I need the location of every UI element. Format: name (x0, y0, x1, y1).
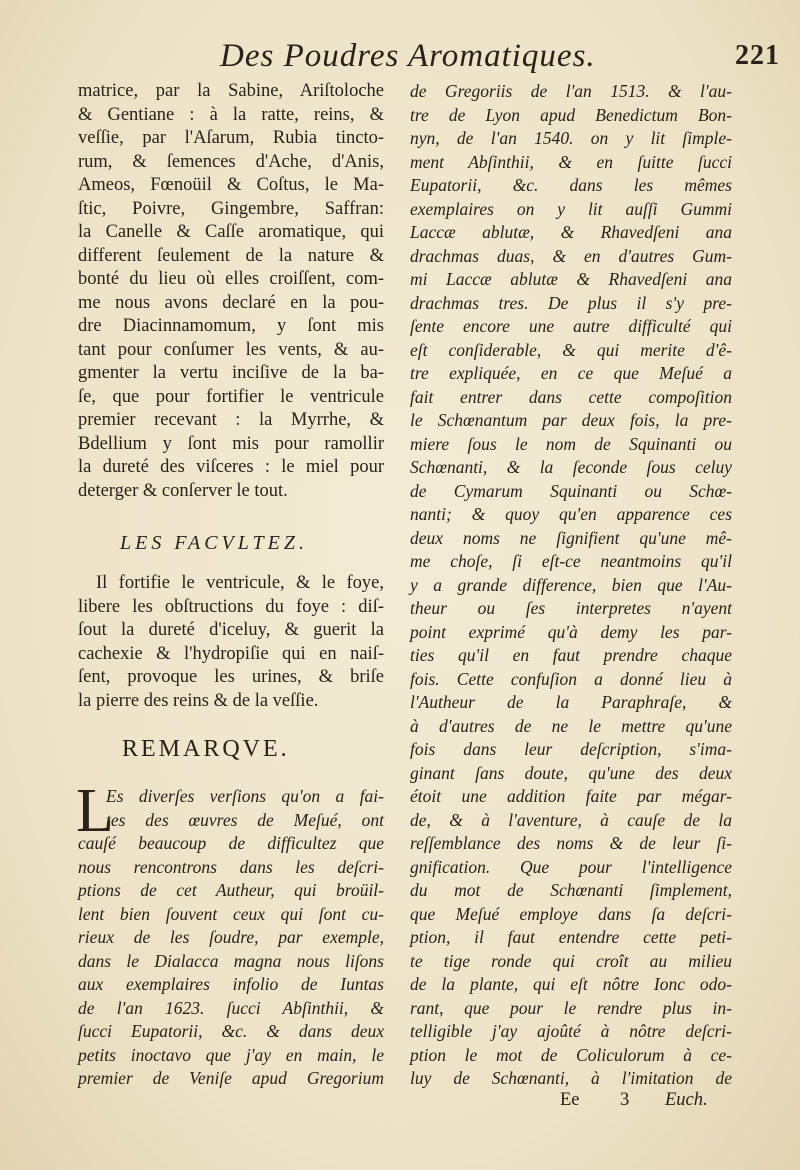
text-line: la pierre des reins & de la veſſie. (78, 690, 319, 711)
heading-remarque: REMARQVE. (122, 736, 290, 762)
text-line: dre Diacinnamomum, y ſont mis (78, 316, 384, 336)
text-line: ſucci Eupatorii, &c. & dans deux (78, 1021, 384, 1041)
text-line: Es diverſes verſions qu'on a fai- (106, 786, 384, 806)
text-line: tre expliquée, en ce que Meſué a (410, 363, 732, 383)
text-line: rant, que pour le rendre plus in- (410, 997, 732, 1018)
text-line: drachmas duas, & en d'autres Gum- (410, 245, 732, 266)
text-line: de Cymarum Squinanti ou Schœ- (410, 480, 732, 501)
text-line: Eupatorii, &c. dans les mêmes (410, 175, 732, 195)
paragraph-remarque-continued (410, 80, 732, 1091)
text-line: drachmas tres. De plus il s'y pre- (410, 292, 732, 313)
text-line: Schœnanti, & la ſeconde ſous celuy (410, 457, 732, 477)
text-line: & Gentiane : à la ratte, reins, & (78, 104, 384, 125)
text-line: nous rencontrons dans les deſcri- (78, 856, 384, 877)
text-line: ption, il faut entendre cette peti- (410, 927, 732, 947)
text-line: de, & à l'aventure, à cauſe de la (410, 809, 732, 830)
text-line: telligible j'ay ajoûté à nôtre deſcri- (410, 1021, 732, 1041)
text-line: fait entrer dans cette compoſition (410, 386, 732, 407)
text-line: le Schœnantum par deux fois, la pre- (410, 410, 732, 430)
drop-cap: L (76, 777, 114, 845)
text-line: exemplaires on y lit auſſi Gummi (410, 198, 732, 219)
text-line: reſſemblance des noms & de leur ſi- (410, 833, 732, 853)
text-line: miere ſous le nom de Squinanti ou (410, 433, 732, 454)
text-line: dans le Dialacca magna nous liſons (78, 950, 384, 971)
text-line: la Canelle & Caſſe aromatique, qui (78, 222, 384, 242)
running-head (200, 38, 780, 78)
text-line: bonté du lieu où elles croiſſent, com- (78, 269, 384, 289)
text-line: ſe, que pour fortifier le ventricule (78, 386, 384, 407)
left-column-remarque (78, 785, 384, 1091)
text-line: cauſé beaucoup de difficultez que (78, 833, 384, 853)
text-line: mi Laccæ ablutæ & Rhavedſeni ana (410, 269, 732, 289)
right-column (410, 80, 732, 1091)
text-line: veſſie, par l'Aſarum, Rubia tincto- (78, 128, 384, 148)
text-line: premier recevant : la Myrrhe, & (78, 410, 384, 430)
text-line: me choſe, ſi eſt-ce neantmoins qu'il (410, 551, 732, 571)
running-title: Des Poudres Aromatiques. (220, 38, 596, 74)
text-line: ginant ſans doute, qu'une des deux (410, 762, 732, 783)
text-line: Bdellium y ſont mis pour ramollir (78, 433, 384, 454)
text-line: nyn, de l'an 1540. on y lit ſimple- (410, 128, 732, 148)
text-line: que Meſué employe dans ſa deſcri- (410, 903, 732, 924)
paragraph-facultez (78, 572, 384, 713)
text-line: ment Abſinthii, & en ſuitte ſucci (410, 151, 732, 172)
text-line: deux noms ne ſignifient qu'une mê- (410, 527, 732, 548)
text-line: rum, & ſemences d'Ache, d'Anis, (78, 151, 384, 172)
text-line: ſent, provoque les urines, & briſe (78, 667, 384, 687)
signature-mark: Ee (560, 1090, 580, 1110)
text-line: tes des œuvres de Meſué, ont (106, 809, 384, 830)
text-line: ſtic, Poivre, Gingembre, Saffran: (78, 198, 384, 219)
text-line: te tige ronde qui croît au milieu (410, 950, 732, 971)
text-line: matrice, par la Sabine, Ariſtoloche (78, 81, 384, 101)
signature-number: 3 (620, 1090, 630, 1110)
left-column-facultez (78, 572, 384, 713)
text-line: libere les obſtructions du foye : diſ- (78, 596, 384, 617)
text-line: étoit une addition faite par mégar- (410, 786, 732, 806)
text-line: nanti; & quoy qu'en apparence ces (410, 504, 732, 524)
text-line: ſout la dureté d'iceluy, & guerit la (78, 620, 384, 640)
catchword: Euch. (665, 1090, 708, 1110)
text-line: ſente encore une autre difficulté qui (410, 316, 732, 336)
text-line: lent bien ſouvent ceux qui ſont cu- (78, 903, 384, 924)
text-line: rieux de les ſoudre, par exemple, (78, 927, 384, 947)
text-line: gnification. Que pour l'intelligence (410, 856, 732, 877)
text-line: eſt conſiderable, & qui merite d'ê- (410, 339, 732, 360)
text-line: point exprimé qu'à demy les par- (410, 621, 732, 642)
text-line: petits inoctavo que j'ay en main, le (78, 1044, 384, 1065)
text-line: tant pour conſumer les vents, & au- (78, 339, 384, 360)
text-line: de la plante, qui eſt nôtre Ionc odo- (410, 974, 732, 994)
text-line: du mot de Schœnanti ſimplement, (410, 880, 732, 900)
text-line: Laccæ ablutæ, & Rhavedſeni ana (410, 222, 732, 242)
text-line: la dureté des viſceres : le miel pour (78, 457, 384, 477)
text-line: à d'autres de ne le mettre qu'une (410, 715, 732, 736)
text-line: aux exemplaires infolio de Iuntas (78, 974, 384, 994)
text-line: gmenter la vertu inciſive de la ba- (78, 363, 384, 383)
left-column (78, 80, 384, 503)
signature-line (560, 1090, 740, 1114)
text-line: Il fortifie le ventricule, & le foye, (96, 573, 384, 593)
text-line: deterger & conſerver le tout. (78, 480, 288, 501)
paragraph-composition (78, 80, 384, 503)
text-line: de l'an 1623. ſucci Abſinthii, & (78, 997, 384, 1018)
text-line: tre de Lyon apud Benedictum Bon- (410, 104, 732, 125)
paragraph-remarque (78, 785, 384, 1091)
text-line: different ſeulement de la nature & (78, 245, 384, 266)
text-line: y a grande difference, bien que l'Au- (410, 574, 732, 595)
text-line: fois. Cette confuſion a donné lieu à (410, 668, 732, 689)
text-line: fois dans leur deſcription, s'ima- (410, 739, 732, 759)
text-line: ties qu'il en faut prendre chaque (410, 645, 732, 665)
text-line: ption le mot de Coliculorum à ce- (410, 1044, 732, 1065)
text-line: de Gregoriis de l'an 1513. & l'au- (410, 81, 732, 101)
page-number: 221 (735, 40, 780, 71)
text-line: l'Autheur de la Paraphraſe, & (410, 692, 732, 712)
heading-facultez: LES FACVLTEZ. (120, 532, 308, 554)
text-line: cachexie & l'hydropiſie qui en naiſ- (78, 643, 384, 664)
text-line: premier de Veniſe apud Gregorium (78, 1068, 384, 1088)
text-line: theur ou ſes interpretes n'ayent (410, 598, 732, 618)
text-line: ptions de cet Autheur, qui broüil- (78, 880, 384, 900)
text-line: me nous avons declaré en la pou- (78, 292, 384, 313)
text-line: luy de Schœnanti, à l'imitation de (410, 1068, 732, 1088)
text-line: Ameos, Fœnoüil & Coſtus, le Ma- (78, 175, 384, 195)
